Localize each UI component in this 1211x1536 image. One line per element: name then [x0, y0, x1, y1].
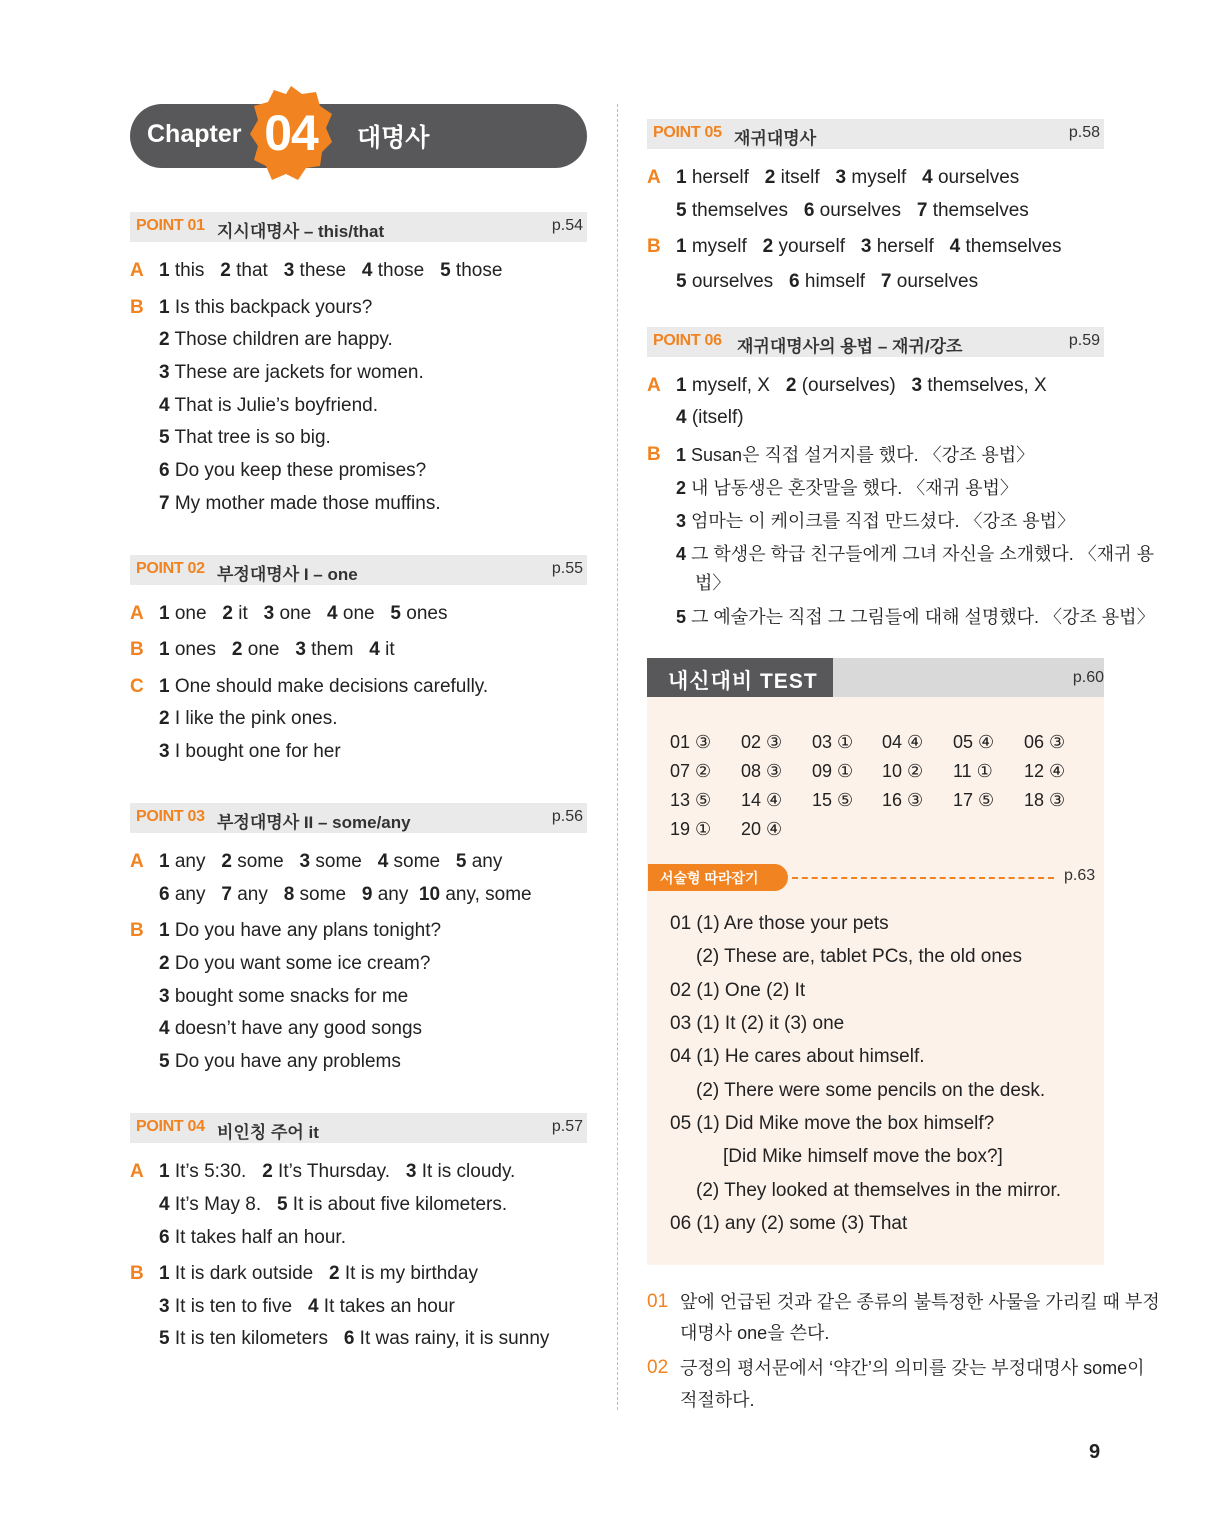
explanation-text: 대명사 one을 쓴다.	[680, 1323, 830, 1343]
answer-cell: 14 ④	[741, 790, 783, 810]
written-answer: 03 (1) It (2) it (3) one	[670, 1013, 845, 1034]
written-answer: (2) There were some pencils on the desk.	[696, 1080, 1046, 1101]
column-divider	[617, 104, 618, 1410]
written-answer: 01 (1) Are those your pets	[670, 913, 889, 934]
answer-row: 5 Do you have any problems	[159, 1051, 401, 1072]
answer-row: 1 Susan은 직접 설거지를 했다. 〈강조 용법〉	[676, 445, 1035, 465]
point-label: POINT 05	[653, 124, 722, 141]
section-letter: A	[130, 260, 144, 281]
dashed-leader	[792, 877, 1054, 879]
written-answer: 02 (1) One (2) It	[670, 980, 806, 1001]
answer-row: 4 That is Julie’s boyfriend.	[159, 395, 378, 416]
section-letter: A	[647, 375, 661, 396]
answer-row: 3 엄마는 이 케이크를 직접 만드셨다. 〈강조 용법〉	[676, 511, 1076, 531]
answer-row: 2 내 남동생은 혼잣말을 했다. 〈재귀 용법〉	[676, 478, 1018, 498]
written-answer: [Did Mike himself move the box?]	[723, 1146, 1003, 1167]
point-title: 비인칭 주어 it	[217, 1123, 319, 1142]
answer-cell: 17 ⑤	[953, 790, 995, 810]
point-title: 재귀대명사	[734, 129, 817, 148]
written-answer: 06 (1) any (2) some (3) That	[670, 1213, 908, 1234]
written-answer: (2) These are, tablet PCs, the old ones	[696, 946, 1022, 967]
point-header	[130, 212, 587, 242]
section-letter: A	[130, 603, 144, 624]
explanation-number: 02	[647, 1357, 669, 1378]
answer-row: 5 themselves 6 ourselves 7 themselves	[676, 200, 1029, 221]
answer-cell: 01 ③	[670, 732, 712, 752]
page-reference: p.59	[1068, 332, 1100, 349]
page-reference: p.57	[551, 1118, 583, 1135]
chapter-word: Chapter	[147, 120, 242, 148]
answer-row: 5 ourselves 6 himself 7 ourselves	[676, 271, 979, 292]
answer-row: 1 any 2 some 3 some 4 some 5 any	[159, 851, 503, 872]
section-letter: A	[647, 167, 661, 188]
answer-row: 4 doesn’t have any good songs	[159, 1018, 423, 1039]
answer-row: 3 I bought one for her	[159, 741, 341, 762]
answer-cell: 10 ②	[882, 761, 924, 781]
answer-row: 1 It’s 5:30. 2 It’s Thursday. 3 It is cloudy.	[159, 1161, 516, 1182]
section-letter: B	[647, 444, 661, 465]
section-letter: C	[130, 676, 144, 697]
point-title: 부정대명사 I – one	[217, 565, 358, 584]
written-answer: 04 (1) He cares about himself.	[670, 1046, 925, 1067]
section-letter: A	[130, 851, 144, 872]
point-title: 재귀대명사의 용법 – 재귀/강조	[737, 337, 963, 356]
answer-row: 6 any 7 any 8 some 9 any 10 any, some	[159, 884, 532, 905]
page-reference: p.60	[1072, 669, 1104, 686]
chapter-number: 04	[264, 105, 318, 161]
answer-cell: 16 ③	[882, 790, 924, 810]
point-title: 지시대명사 – this/that	[217, 222, 385, 241]
page-reference: p.56	[551, 808, 583, 825]
answer-row: 6 Do you keep these promises?	[159, 460, 427, 481]
answer-row-continuation: 법〉	[695, 573, 731, 593]
answer-row: 2 Those children are happy.	[159, 329, 393, 350]
explanation-text: 앞에 언급된 것과 같은 종류의 불특정한 사물을 가리킬 때 부정	[680, 1292, 1160, 1312]
answer-cell: 12 ④	[1024, 761, 1066, 781]
page-number: 9	[1089, 1441, 1101, 1463]
answer-row: 2 I like the pink ones.	[159, 708, 338, 729]
answer-row: 1 one 2 it 3 one 4 one 5 ones	[159, 603, 448, 624]
section-letter: B	[130, 297, 144, 318]
section-letter: B	[647, 236, 661, 257]
answer-cell: 08 ③	[741, 761, 783, 781]
point-header	[647, 327, 1104, 357]
answer-row: 4 (itself)	[676, 407, 744, 428]
page-reference: p.58	[1068, 124, 1100, 141]
point-title: 부정대명사 II – some/any	[217, 813, 411, 832]
answer-cell: 18 ③	[1024, 790, 1066, 810]
answer-cell: 06 ③	[1024, 732, 1066, 752]
answer-cell: 05 ④	[953, 732, 995, 752]
answer-row: 1 It is dark outside 2 It is my birthday	[159, 1263, 478, 1284]
point-header	[130, 1113, 587, 1143]
answer-cell: 07 ②	[670, 761, 712, 781]
answer-row: 5 It is ten kilometers 6 It was rainy, it is sunny	[159, 1328, 550, 1349]
answer-row: 1 myself, X 2 (ourselves) 3 themselves, X	[676, 375, 1047, 396]
answer-cell: 02 ③	[741, 732, 783, 752]
answer-cell: 09 ①	[812, 761, 854, 781]
answer-cell: 11 ①	[953, 761, 993, 781]
answer-row: 5 That tree is so big.	[159, 427, 331, 448]
explanation-text: 적절하다.	[680, 1390, 755, 1410]
answer-cell: 03 ①	[812, 732, 854, 752]
answer-cell: 20 ④	[741, 819, 783, 839]
answer-row: 4 It’s May 8. 5 It is about five kilometers.	[159, 1194, 508, 1215]
section-letter: B	[130, 1263, 144, 1284]
chapter-title: 대명사	[357, 124, 430, 152]
answer-row: 1 ones 2 one 3 them 4 it	[159, 639, 395, 660]
explanation-text: 긍정의 평서문에서 ‘약간’의 의미를 갖는 부정대명사 some이	[680, 1358, 1145, 1378]
answer-row: 1 One should make decisions carefully.	[159, 676, 489, 697]
page-reference: p.54	[551, 217, 583, 234]
answer-row: 3 bought some snacks for me	[159, 986, 409, 1007]
answer-row: 2 Do you want some ice cream?	[159, 953, 431, 974]
point-header	[130, 803, 587, 833]
point-label: POINT 01	[136, 217, 205, 234]
section-letter: B	[130, 920, 144, 941]
answer-cell: 13 ⑤	[670, 790, 712, 810]
point-header	[130, 555, 587, 585]
point-label: POINT 06	[653, 332, 722, 349]
point-label: POINT 02	[136, 560, 205, 577]
answer-row: 3 It is ten to five 4 It takes an hour	[159, 1296, 455, 1317]
answer-cell: 04 ④	[882, 732, 924, 752]
test-title: 내신대비 TEST	[668, 670, 818, 693]
answer-row: 1 myself 2 yourself 3 herself 4 themselves	[676, 236, 1062, 257]
answer-row: 1 herself 2 itself 3 myself 4 ourselves	[676, 167, 1020, 188]
answer-cell: 15 ⑤	[812, 790, 854, 810]
section-letter: B	[130, 639, 144, 660]
answer-row: 5 그 예술가는 직접 그 그림들에 대해 설명했다. 〈강조 용법〉	[676, 607, 1155, 627]
page-reference: p.63	[1064, 867, 1096, 884]
explanation-number: 01	[647, 1291, 669, 1312]
point-label: POINT 03	[136, 808, 205, 825]
written-answer: 05 (1) Did Mike move the box himself?	[670, 1113, 995, 1134]
answer-row: 1 this 2 that 3 these 4 those 5 those	[159, 260, 503, 281]
answer-row: 1 Do you have any plans tonight?	[159, 920, 442, 941]
point-header	[647, 119, 1104, 149]
written-answer: (2) They looked at themselves in the mirror.	[696, 1180, 1062, 1201]
answer-row: 1 Is this backpack yours?	[159, 297, 373, 318]
answer-row: 4 그 학생은 학급 친구들에게 그녀 자신을 소개했다. 〈재귀 용	[676, 544, 1154, 564]
section-letter: A	[130, 1161, 144, 1182]
written-section-label: 서술형 따라잡기	[660, 870, 759, 886]
answer-cell: 19 ①	[670, 819, 712, 839]
page-reference: p.55	[551, 560, 583, 577]
answer-row: 6 It takes half an hour.	[159, 1227, 346, 1248]
point-label: POINT 04	[136, 1118, 205, 1135]
answer-row: 3 These are jackets for women.	[159, 362, 424, 383]
answer-row: 7 My mother made those muffins.	[159, 493, 441, 514]
